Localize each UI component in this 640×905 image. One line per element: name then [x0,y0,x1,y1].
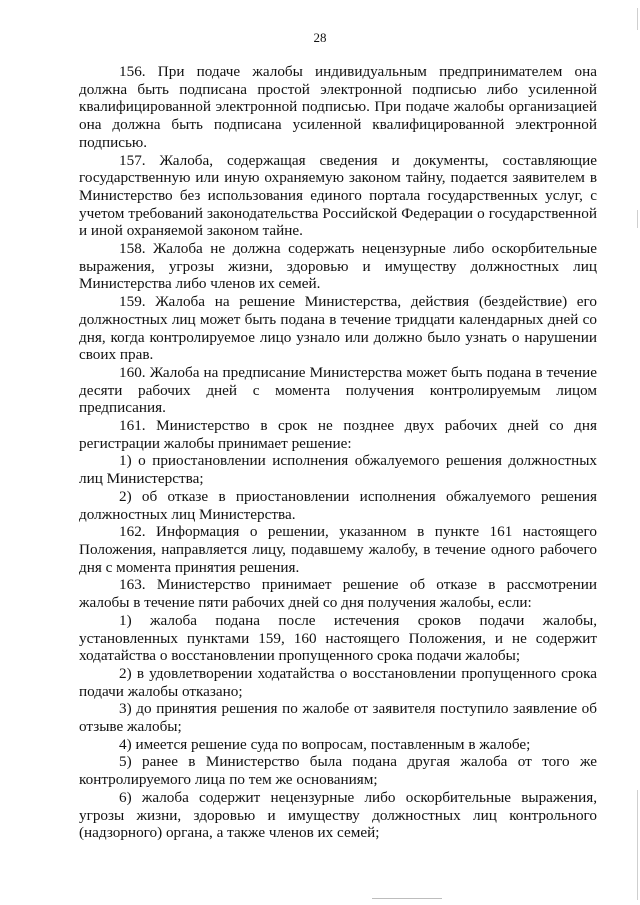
paragraph-163-item-1: 1) жалоба подана после истечения сроков подачи жалобы, установленных пунктами 159, 160 настоящего Положения, и не содержит ходатайства о восстановлении пропущенного срока подачи жалобы; [79,611,597,665]
paragraph-163-item-5: 5) ранее в Министерство была подана другая жалоба от того же контролируемого лица по тем же основаниям; [79,753,597,789]
paragraph-163: 163. Министерство принимает решение об отказе в рассмотрении жалобы в течение пяти рабочих дней со дня получения жалобы, если: [79,576,597,612]
paragraph-156: 156. При подаче жалобы индивидуальным предпринимателем она должна быть подписана простой электронной подписью либо усиленной квалифицированной электронной подписью. При подаче жалобы организацией она должна быть подписана усиленной квалифицированной электронной подписью. [79,63,597,151]
document-body [79,63,597,842]
paragraph-161-item-1: 1) о приостановлении исполнения обжалуемого решения должностных лиц Министерства; [79,452,597,488]
paragraph-163-item-6: 6) жалоба содержит нецензурные либо оскорбительные выражения, угрозы жизни, здоровью и имуществу должностных лиц контрольного (надзорного) органа, а также членов их семей; [79,788,597,842]
scan-edge-mark [637,790,638,900]
paragraph-163-item-2: 2) в удовлетворении ходатайства о восстановлении пропущенного срока подачи жалобы отказано; [79,664,597,700]
scan-edge-mark [637,210,638,228]
paragraph-161-item-2: 2) об отказе в приостановлении исполнения обжалуемого решения должностных лиц Министерства. [79,487,597,523]
scan-edge-mark [637,8,638,30]
paragraph-161: 161. Министерство в срок не позднее двух рабочих дней со дня регистрации жалобы принимает решение: [79,417,597,452]
paragraph-163-item-4: 4) имеется решение суда по вопросам, поставленным в жалобе; [119,735,531,753]
paragraph-162: 162. Информация о решении, указанном в пункте 161 настоящего Положения, направляется лицу, подавшему жалобу, в течение одного рабочего дня с момента принятия решения. [79,523,597,576]
paragraph-158: 158. Жалоба не должна содержать нецензурные либо оскорбительные выражения, угрозы жизни, здоровью и имуществу должностных лиц Министерства либо членов их семей. [79,240,597,293]
page-number: 28 [313,30,327,45]
paragraph-163-item-3: 3) до принятия решения по жалобе от заявителя поступило заявление об отзыве жалобы; [79,700,597,736]
paragraph-160: 160. Жалоба на предписание Министерства может быть подана в течение десяти рабочих дней с момента получения контролируемым лицом предписания. [79,363,597,417]
footer-rule [372,898,442,899]
paragraph-157: 157. Жалоба, содержащая сведения и документы, составляющие государственную или иную охраняемую законом тайну, подается заявителем в Министерство без использования единого портала государственных услуг, с учетом требований законодательства Российской Федерации о государственной и иной охраняемой законом тайне. [79,151,597,240]
paragraph-159: 159. Жалоба на решение Министерства, действия (бездействие) его должностных лиц может быть подана в течение тридцати календарных дней со дня, когда контролируемое лицо узнало или должно было узнать о нарушении своих прав. [79,293,597,364]
